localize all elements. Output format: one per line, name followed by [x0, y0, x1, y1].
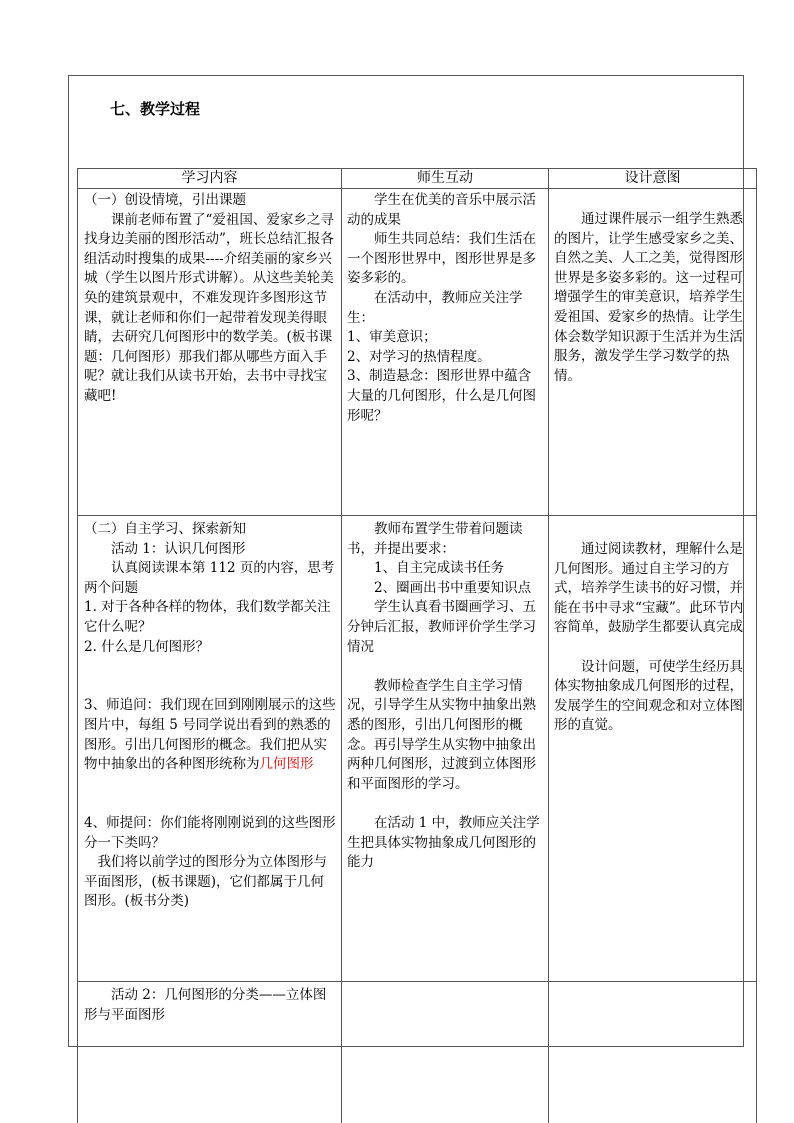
row2-interaction-p4: 在活动 1 中，教师应关注学生把具体实物抽象成几何图形的能力: [347, 814, 540, 871]
row1-intent-cell: [554, 210, 750, 386]
column-divider-1: [341, 168, 342, 1123]
row2-question-2: 2. 什么是几何图形？: [84, 638, 210, 655]
row2-heading: （二）自主学习、探索新知: [84, 521, 246, 537]
section-title: 七、教学过程: [110, 100, 201, 118]
row2-bottom-border: [77, 981, 756, 982]
row3-activity2: 活动 2：几何图形的分类——立体图形与平面图形: [84, 987, 327, 1023]
row3-content-cell: [84, 986, 336, 1025]
row2-interaction-item-2: 2、圈画出书中重要知识点: [374, 579, 532, 596]
row2-intent-cell: [554, 540, 750, 736]
table-right-border: [756, 168, 757, 1123]
header-design-intent: 设计意图: [624, 170, 681, 186]
row2-activity1: 活动 1：认识几何图形: [111, 540, 246, 557]
row2-question-1: 1. 对于各种各样的物体，我们数学都关注它什么呢？: [84, 599, 331, 635]
row2-paragraph-3: [84, 696, 336, 774]
row2-content-cell: [84, 520, 336, 912]
row2-intent-p2: 设计问题，可使学生经历具体实物抽象成几何图形的过程，发展学生的空间观念和对立体图形的直觉。: [554, 658, 743, 734]
row2-interaction-p3: 教师检查学生自主学习情况，引导学生从实物中抽象出熟悉的图形，引出几何图形的概念。再引导学生从实物中抽象出两种几何图形，过渡到立体图形和平面图形的学习。: [347, 677, 536, 792]
row1-intent-p1: 通过课件展示一组学生熟悉的图片，让学生感受家乡之美、自然之美、人工之美，觉得图形世界是多姿多彩的。这一过程可增强学生的审美意识，培养学生爱祖国、爱家乡的热情。让学生体会数学知识源于生活并为生活服务，激发学生学习数学的热情。: [554, 211, 743, 384]
row1-interaction-item-2: 2、对学习的热情程度。: [347, 348, 491, 365]
row2-paragraph-5: 我们将以前学过的图形分为立体图形与平面图形，(板书课题)，它们都属于几何图形。(板书分类): [84, 854, 327, 910]
row1-interaction-p2: 师生共同总结：我们生活在一个图形世界中，图形世界是多姿多彩的。: [347, 231, 536, 287]
header-teacher-student-interaction: 师生互动: [417, 170, 473, 186]
row1-heading: （一）创设情境，引出课题: [84, 192, 246, 208]
row1-interaction-item-1: 1、审美意识；: [347, 329, 437, 346]
row2-interaction-item-1: 1、自主完成读书任务: [374, 560, 505, 577]
header-bottom-border: [77, 188, 756, 189]
row2-paragraph-4: 4、师提问：你们能将刚刚说到的这些图形分一下类吗？: [84, 814, 336, 851]
row1-interaction-item-3: 3、制造悬念：图形世界中蕴含大量的几何图形，什么是几何图形呢？: [347, 368, 536, 424]
row1-bottom-border: [77, 515, 756, 516]
header-learning-content: 学习内容: [181, 170, 238, 186]
row2-intent-p1: 通过阅读教材，理解什么是几何图形。通过自主学习的方式，培养学生读书的好习惯，并能在书中寻求“宝藏”。此环节内容简单，鼓励学生都要认真完成: [554, 541, 744, 636]
row2-interaction-cell: [347, 520, 543, 873]
row2-interaction-p1: 教师布置学生带着问题读书，并提出要求：: [347, 521, 523, 557]
row1-interaction-cell: [347, 191, 543, 426]
row2-read: 认真阅读课本第 112 页的内容，思考两个问题: [84, 560, 335, 596]
row2-p3-highlight: 几何图形: [259, 756, 314, 773]
row1-interaction-p1: 学生在优美的音乐中展示活动的成果: [347, 192, 536, 228]
row1-content-cell: [84, 191, 336, 407]
column-divider-2: [548, 168, 549, 1123]
table-left-border: [77, 168, 78, 1123]
row2-p3-text: 3、师追问：我们现在回到刚刚展示的这些图片中，每组 5 号同学说出看到的熟悉的图形。引出几何图形的概念。我们把从实物中抽象出的各种图形统称为: [84, 697, 336, 773]
row1-paragraph: 课前老师布置了“爱祖国、爱家乡之寻找身边美丽的图形活动”，班长总结汇报各组活动时搜集的成果----介绍美丽的家乡兴城（学生以图片形式讲解）。从这些美轮美奂的建筑景观中，不难发现许多图形这节课，就让老师和你们一起带着发现美得眼睛，去研究几何图形中的数学美。(板书课题：几何图形）那我们都从哪些方面入手呢？就让我们从读书开始，去书中寻找宝藏吧!: [84, 211, 334, 404]
row1-interaction-p3: 在活动中，教师应关注学生：: [347, 289, 523, 326]
row2-interaction-p2: 学生认真看书圈画学习、五分钟后汇报，教师评价学生学习情况: [347, 599, 536, 655]
